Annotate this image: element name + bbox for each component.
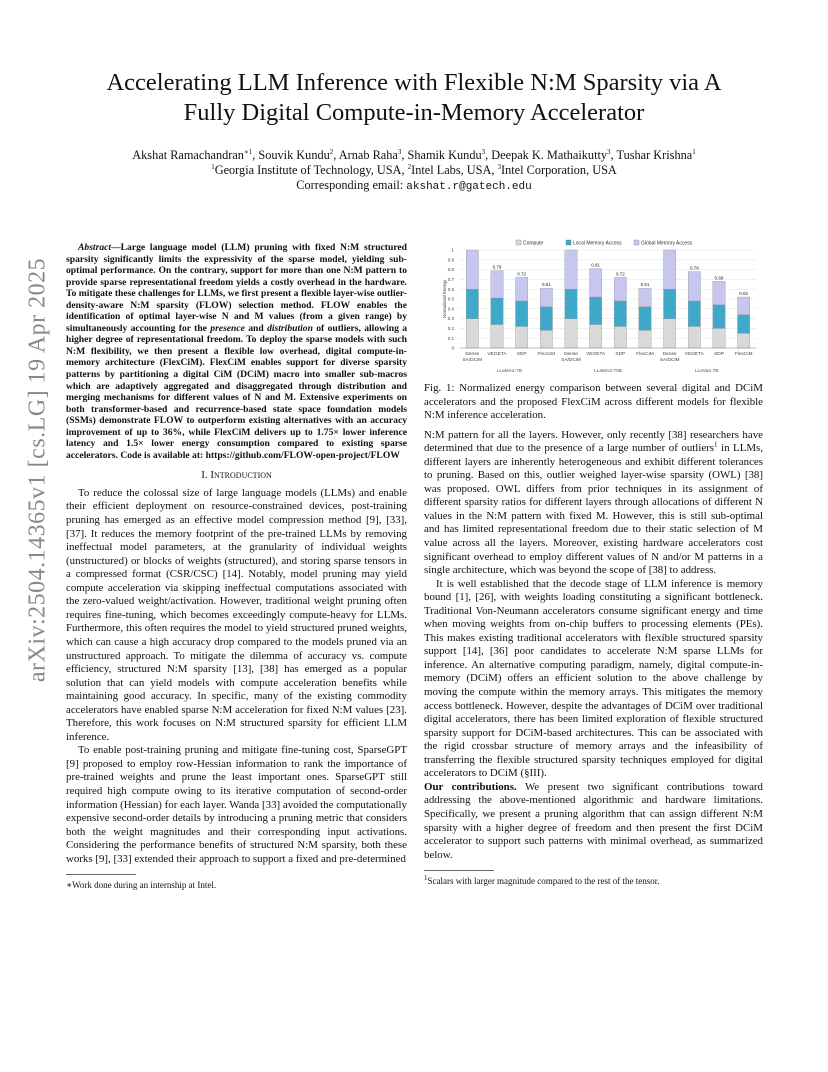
bar-segment — [565, 250, 577, 289]
author-block — [60, 148, 768, 195]
bar-segment — [466, 289, 478, 318]
paragraph: To enable post-training pruning and mitigate fine-tuning cost, SparseGPT [9] proposed to employ row-Hessian information to rank the importance of pre-trained weights and prune the least important ones. SparseGPT still required high compute owing to its iterative computation of second-order information (Hessian) for each layer. Wanda [33] avoided the computationally expensive second-order details by introducing a pruning metric that considers both the weight magnitudes and their corresponding input activations. Considering the performance benefits of structured N:M sparsity, both these works [9], [33] extended their approach to support a fixed and pre-determined — [66, 744, 407, 865]
bar-segment — [688, 326, 700, 348]
legend-label: Compute — [523, 240, 544, 247]
abstract — [66, 242, 407, 461]
group-label: LLaMA3-70B — [594, 369, 622, 374]
bar-segment — [540, 330, 552, 348]
bar-segment — [491, 271, 503, 298]
x-tick-label: SDP — [714, 352, 724, 357]
section-heading: I. Introduction — [201, 469, 272, 482]
bar-data-label: 0.72 — [517, 271, 527, 277]
x-tick-label: SA/DCiM — [462, 358, 483, 363]
footnote-separator — [424, 870, 494, 871]
bar-segment — [565, 319, 577, 348]
bar-segment — [466, 319, 478, 348]
bar-data-label: 0.79 — [492, 264, 502, 270]
right-column — [424, 236, 763, 887]
y-tick-label: 0.4 — [447, 306, 454, 312]
bar-segment — [466, 250, 478, 289]
affiliation: Intel Labs, USA, — [411, 163, 498, 177]
figure-caption: Fig. 1: Normalized energy comparison between several digital and DCiM accelerators and the proposed FlexCiM across different models for flexible N:M inference acceleration. — [424, 382, 763, 422]
paragraph-text: We present two significant contributions toward addressing the above-mentioned algorithmic and hardware limitations. Specifically, we present a pruning algorithm that can assign different N:M sparsity with a higher degree of freedom and then present the first DCiM accelerator to support such patterns with minimal overhead, as summarized below. — [424, 780, 763, 861]
bar-segment — [516, 301, 528, 326]
paragraph-text: in LLMs, different layers are inherently heterogeneous and exhibit different tolerances to pruning. Based on this, outlier weighed layer-wise sparsity (OWL) [38] was proposed. OWL differs from prior techniques in its assignment of different sparsity ratios for different layers through allocations of different N values in the N:M pattern with fixed M. However, this is still sub-optimal and has limited representational freedom due to their static selection of M value across all the layers. Moreover, existing hardware accelerators cost significant overhead to employ different values of N and/or M patterns in a single architecture, which was beyond the scope of [38] to address. — [424, 442, 763, 577]
group-label: LLaVa2-7B — [694, 369, 719, 374]
paragraph: To reduce the colossal size of large language models (LLMs) and enable their efficient deployment on resource-constrained devices, post-training pruning has emerged as an effective model compression method [9], [33], [37]. It reduces the memory footprint of the pre-trained LLMs by removing ineffectual model parameters, at the granularity of individual weights (unstructured) or blocks of weights (structured), and storing sparse tensors in a compressed format (CSR/CSC) [14]. Notably, model pruning may yield compute acceleration via skipping ineffectual computations associated with the zero-valued weight/activation. However, traditional weight pruning often requires fine-tuning, which becomes exceedingly compute-heavy for LLMs. Furthermore, this often requires the model to yield structured pruned weights, which can cause a high accuracy drop compared to the models pruned via an unstructured approach. To mitigate the dilemma of accuracy vs. compute efficiency, structured N:M sparsity [13], [38] has emerged as a popular solution that can yield models with compute acceleration benefits while maintaining good accuracy. In specific, many of the existing commodity accelerators have enabled sparse N:M acceleration for fixed N:M values [23]. Therefore, this work focuses on N:M structured sparsity for efficient LLM inference. — [66, 486, 407, 743]
abstract-label: Abstract — [78, 242, 112, 253]
bar-segment — [713, 281, 725, 305]
email-address: akshat.r@gatech.edu — [406, 181, 532, 193]
bar-segment — [590, 324, 602, 348]
y-tick-label: 1 — [451, 247, 454, 253]
bar-segment — [614, 326, 626, 348]
bar-segment — [713, 328, 725, 348]
abstract-text: and — [244, 322, 268, 334]
affiliation-mark: 1 — [211, 162, 215, 171]
title-line-1: Accelerating LLM Inference with Flexible N:M Sparsity via A — [106, 69, 722, 96]
author-name: Shamik Kundu — [407, 148, 482, 162]
y-tick-label: 0.3 — [447, 316, 454, 322]
y-tick-label: 0.6 — [447, 286, 454, 292]
legend-label: Local Memory Access — [573, 240, 622, 247]
bar-segment — [516, 277, 528, 301]
bar-segment — [664, 319, 676, 348]
x-tick-label: FlexCiM — [636, 352, 654, 357]
x-tick-label: VEGETA — [487, 352, 507, 357]
bar-segment — [664, 289, 676, 318]
paper-title — [60, 68, 768, 128]
bar-segment — [590, 297, 602, 324]
contributions-label: Our contributions. — [424, 780, 517, 793]
author-affiliation-mark: 3 — [607, 147, 611, 156]
x-tick-label: Dense — [564, 352, 578, 357]
y-axis-label: Normalized Energy — [442, 279, 447, 319]
author-affiliation-mark: 3 — [481, 147, 486, 156]
abstract-emphasis: presence — [210, 322, 245, 334]
footnote-separator — [66, 874, 136, 875]
footnote — [424, 876, 763, 887]
x-tick-label: SDP — [615, 352, 626, 357]
bar-segment — [491, 324, 503, 348]
group-label: LLaMA2-7B — [496, 369, 523, 374]
footnote: ∗Work done during an internship at Intel. — [66, 880, 217, 891]
author-affiliation-mark: 1 — [692, 147, 696, 156]
footnote-mark: 1 — [424, 874, 428, 883]
bar-data-label: 0.72 — [615, 271, 625, 277]
x-tick-label: SA/DCiM — [659, 358, 680, 363]
bar-segment — [540, 307, 552, 331]
abstract-emphasis: distribution — [267, 322, 313, 334]
author-names: Akshat Ramachandran$^{∗1}$, Souvik Kundu$^2$, Arnab Raha$^3$, Shamik Kundu$^3$, Deepak K. Mathaikutty$^3$, Tushar Krishna$^1$ — [132, 147, 696, 162]
bar-segment — [540, 288, 552, 307]
x-tick-label: SDP — [516, 352, 527, 357]
affiliation: Intel Corporation, USA — [501, 163, 617, 177]
title-line-2: Fully Digital Compute-in-Memory Accelerator — [183, 99, 645, 126]
affiliation-mark: 3 — [497, 162, 502, 171]
bar-segment — [639, 307, 651, 331]
x-tick-label: VEGETA — [586, 352, 606, 357]
bar-data-label: 0.61 — [640, 282, 650, 288]
legend-swatch — [634, 240, 639, 245]
bar-segment — [639, 288, 651, 307]
author-affiliation-mark: ∗1 — [243, 147, 253, 156]
y-tick-label: 0 — [451, 345, 454, 351]
footnote-mark: 1 — [714, 440, 718, 449]
x-tick-label: Dense — [662, 352, 677, 357]
author-name: Deepak K. Mathaikutty — [491, 148, 608, 162]
bar-data-label: 0.61 — [541, 282, 551, 288]
arxiv-id-text: arXiv:2504.14365v1 [cs.LG] 19 Apr 2025 — [24, 257, 51, 683]
bar-segment — [738, 315, 750, 334]
corresponding-email-line — [60, 178, 768, 195]
y-tick-label: 0.7 — [447, 277, 454, 282]
bar-segment — [565, 289, 577, 318]
author-affiliation-mark: 2 — [329, 147, 334, 156]
bar-segment — [590, 269, 602, 297]
email-label: Corresponding email: — [296, 178, 407, 192]
legend-swatch — [566, 240, 571, 245]
y-tick-label: 0.1 — [447, 335, 454, 341]
left-column — [66, 242, 407, 891]
contributions-paragraph — [424, 781, 763, 862]
bar-segment — [713, 305, 725, 329]
affiliation: Georgia Institute of Technology, USA, — [214, 163, 408, 177]
paragraph — [424, 429, 763, 578]
paragraph: It is well established that the decode stage of LLM inference is memory bound [1], [26], with weights loading constituting a significant bottleneck. Traditional Von-Neumann accelerators consume significant energy and time when moving weights from on-chip buffers to processing elements (PEs). This makes existing traditional accelerators with flexible structured sparsity support [14], [36] poor candidates to accelerate N:M sparse LLMs for inference. An alternative computing paradigm, namely, digital compute-in-memory (DCiM) offers an efficient solution to the above challenge by moving the compute within the memory arrays. This mitigates the memory access bottleneck. However, despite the advantages of DCiM over traditional digital accelerators, there has been limited exploration of flexible structured sparsity support for DCiM-based architectures. This can be associated with the rigid crossbar structure of memory arrays and the infeasibility of transferring the flexible structured sparsity techniques employed for digital accelerators to DCiM (§III). — [424, 577, 763, 780]
energy-bar-chart — [424, 236, 763, 378]
y-tick-label: 0.9 — [447, 257, 454, 263]
y-tick-label: 0.2 — [447, 326, 454, 331]
legend-swatch — [516, 240, 521, 245]
affiliation-mark: 2 — [407, 162, 412, 171]
author-name: Akshat Ramachandran — [132, 148, 244, 162]
bar-segment — [688, 272, 700, 301]
x-tick-label: FlexCiM — [734, 352, 753, 357]
x-tick-label: SA/DCiM — [561, 358, 581, 363]
bar-segment — [688, 301, 700, 326]
bar-segment — [614, 277, 626, 301]
bar-segment — [516, 326, 528, 348]
bar-segment — [614, 301, 626, 326]
x-tick-label: FlexCiM — [537, 352, 556, 357]
abstract-text: Large language model (LLM) pruning with fixed N:M structured sparsity significantly limits the expressivity of the sparse model, yielding sub-optimal performance. On the contrary, support for more than one N:M pattern to provide sparse representational freedom yields a costly overhead in the hardware. To mitigate these challenges for LLMs, we first present a flexible layer-wise outlier-density-aware N:M sparsity (FLOW) selection method. FLOW enables the identification of optimal layer-wise N and M values (from a given range) by simultaneously accounting for the — [66, 242, 407, 334]
bar-data-label: 0.68 — [714, 275, 724, 281]
abstract-text: of outliers, allowing a higher degree of representational freedom. To deploy the sparse models with such N:M flexibility, we then present a flexible low overhead, digital compute-in-memory architecture (FlexCiM). FlexCiM enables support for diverse sparsity patterns by partitioning a digital CiM (DCiM) macro into smaller sub-macros which are adaptively aggregated and disaggregated through distribution and merging mechanisms for different values of N and M. Extensive experiments on both transformer-based and recurrence-based state space foundation models (SSMs) demonstrate FLOW to outperform existing alternatives with an accuracy improvement of up to 36%, while FlexCiM delivers up to 1.75× lower inference latency and 1.5× lower energy consumption compared to existing sparse accelerators. Code is available at: https://github.com/FLOW-open-project/FLOW — [66, 322, 407, 461]
bar-segment — [738, 333, 750, 348]
footnote-text: Scalars with larger magnitude compared to the rest of the tensor. — [427, 876, 660, 887]
bar-segment — [491, 298, 503, 324]
author-name: Arnab Raha — [338, 148, 398, 162]
paragraph-text: N:M pattern for all the layers. However, only recently [38] researchers have determined that due to the presence of a large number of outliers — [424, 428, 763, 455]
bar-data-label: 0.78 — [689, 265, 699, 271]
abstract-dash: — — [111, 242, 121, 253]
bar-segment — [639, 330, 651, 348]
bar-data-label: 0.52 — [739, 291, 749, 297]
y-tick-label: 0.5 — [447, 296, 454, 302]
bar-segment — [738, 297, 750, 315]
x-tick-label: Dense — [465, 352, 480, 357]
y-tick-label: 0.8 — [447, 267, 454, 273]
author-affiliation-mark: 3 — [397, 147, 402, 156]
x-tick-label: VEGETA — [684, 352, 704, 357]
bar-segment — [664, 250, 676, 289]
author-name: Tushar Krishna — [616, 148, 693, 162]
arxiv-side-identifier — [16, 257, 60, 683]
author-name: Souvik Kundu — [258, 148, 330, 162]
affiliations — [60, 163, 768, 178]
bar-data-label: 0.81 — [591, 262, 601, 268]
legend-label: Global Memory Access — [641, 240, 693, 247]
